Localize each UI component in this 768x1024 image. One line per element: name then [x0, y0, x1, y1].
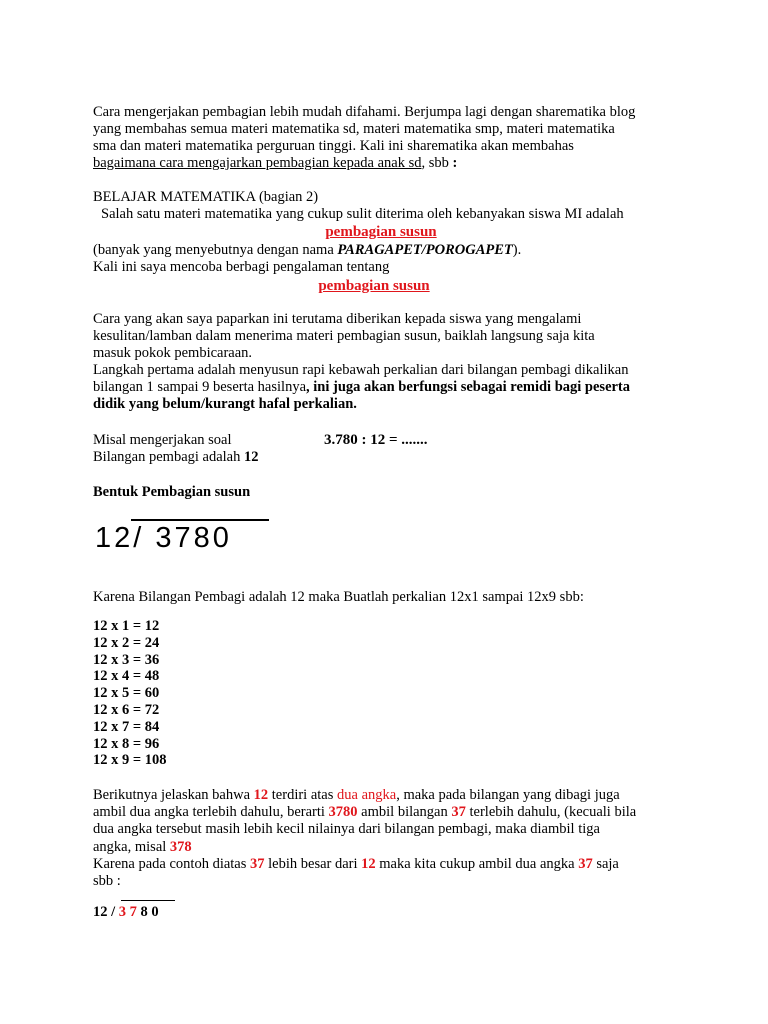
red-num: 37	[578, 855, 593, 872]
t: Karena pada contoh diatas	[93, 855, 251, 872]
intro-colon: :	[448, 155, 458, 171]
t: saja	[592, 855, 619, 872]
t: , maka pada bilangan yang dibagi juga	[396, 787, 620, 803]
red-num: 3780	[328, 804, 358, 821]
long-division-figure	[93, 514, 283, 554]
berikutnya-paragraph	[93, 787, 693, 890]
para2-line-1: Cara yang akan saya paparkan ini terutama diberikan kepada siswa yang mengalami	[93, 311, 582, 327]
example-label: Misal mengerjakan soal	[93, 432, 232, 448]
para2-line-2: kesulitan/lamban dalam menerima materi pembagian susun, baiklah langsung saja kita	[93, 328, 595, 344]
section-block	[93, 189, 693, 223]
t: lebih besar dari	[264, 855, 362, 872]
red-title-2: pembagian susun	[318, 278, 430, 294]
divisor-value: 12	[244, 449, 259, 465]
bentuk-heading: Bentuk Pembagian susun	[93, 484, 251, 500]
para2-line-5-pre: bilangan 1 sampai 9 beserta hasilnya	[93, 379, 307, 395]
example-block	[93, 432, 693, 466]
intro-line-1: Cara mengerjakan pembagian lebih mudah difahami. Berjumpa lagi dengan sharematika blog	[93, 104, 636, 120]
berikutnya-line-5	[93, 856, 693, 873]
mult-row-7: 12 x 7 = 84	[93, 718, 160, 735]
t: ambil dua angka terlebih dahulu, berarti	[93, 804, 329, 821]
red-title-2-wrap	[93, 278, 655, 295]
section-line-2	[93, 242, 693, 259]
para2-line-3: masuk pokok pembicaraan.	[93, 345, 253, 361]
t: terlebih dahulu, (kecuali bila	[465, 804, 637, 821]
mult-row-3: 12 x 3 = 36	[93, 651, 160, 668]
t: Berikutnya jelaskan bahwa	[93, 787, 254, 803]
mult-row-5: 12 x 5 = 60	[93, 685, 160, 702]
red-num: 37	[451, 804, 466, 821]
red-title-1-wrap	[93, 224, 669, 241]
t: terdiri atas	[268, 787, 338, 803]
final-division	[93, 904, 159, 921]
final-prefix: 12 /	[93, 904, 119, 920]
mult-row-2: 12 x 2 = 24	[93, 634, 160, 651]
mult-row-6: 12 x 6 = 72	[93, 701, 160, 718]
para2-line-4: Langkah pertama adalah menyusun rapi kebawah perkalian dari bilangan pembagi dikalikan	[93, 362, 629, 378]
section-line-1: Salah satu materi matematika yang cukup sulit diterima oleh kebanyakan siswa MI adalah	[101, 206, 624, 222]
intro-rest: , sbb	[421, 155, 449, 171]
intro-line-3: sma dan materi matematika perguruan tinggi. Kali ini sharematika akan membahas	[93, 138, 574, 154]
berikutnya-line-3: dua angka tersebut masih lebih kecil nilainya dari bilangan pembagi, maka diambil tiga	[93, 821, 600, 838]
karena-block	[93, 589, 693, 606]
berikutnya-line-2	[93, 804, 693, 821]
example-line	[93, 432, 693, 449]
berikutnya-line-6: sbb :	[93, 873, 121, 890]
t: ambil bilangan	[357, 804, 452, 821]
final-division-bar	[121, 900, 175, 901]
paragapet-emphasis: PARAGAPET/POROGAPET	[337, 242, 513, 258]
red-num: 378	[169, 838, 192, 855]
berikutnya-line-1	[93, 787, 693, 804]
final-red-digits: 3 7	[118, 904, 137, 920]
red-num: 12	[361, 855, 376, 872]
mult-row-9: 12 x 9 = 108	[93, 752, 167, 769]
red-title-1: pembagian susun	[325, 224, 437, 240]
bentuk-block	[93, 484, 693, 501]
intro-line-2: yang membahas semua materi matematika sd, materi matematika smp, materi matematika	[93, 121, 615, 137]
mult-row-4: 12 x 4 = 48	[93, 668, 160, 685]
mult-row-1: 12 x 1 = 12	[93, 618, 160, 634]
karena-line: Karena Bilangan Pembagi adalah 12 maka Buatlah perkalian 12x1 sampai 12x9 sbb:	[93, 589, 584, 605]
t: angka, misal	[93, 838, 170, 855]
t: maka kita cukup ambil dua angka	[375, 855, 579, 872]
divisor-line	[93, 449, 693, 466]
section-line-3: Kali ini saya mencoba berbagi pengalaman tentang	[93, 259, 390, 275]
section-heading: BELAJAR MATEMATIKA (bagian 2)	[93, 189, 319, 205]
red-num: 12	[253, 787, 269, 803]
intro-underlined: bagaimana cara mengajarkan pembagian kepada anak sd	[93, 155, 422, 171]
para2-line-5-bold: , ini juga akan berfungsi sebagai remidi bagi peserta	[306, 379, 631, 395]
long-division-text: 12/ 3780	[95, 522, 232, 554]
mult-row-8: 12 x 8 = 96	[93, 735, 160, 752]
para2-line-5	[93, 379, 693, 396]
para2-line-6: didik yang belum/kurangt hafal perkalian.	[93, 396, 357, 412]
red-num: 37	[250, 855, 265, 872]
line2-pre: (banyak yang menyebutnya dengan nama	[93, 242, 338, 258]
intro-paragraph	[93, 104, 693, 172]
berikutnya-line-4	[93, 839, 693, 856]
paragraph-2	[93, 311, 693, 413]
section-block-2	[93, 242, 693, 276]
line2-post: ).	[512, 242, 522, 258]
division-bar	[131, 519, 269, 521]
divisor-label: Bilangan pembagi adalah	[93, 449, 244, 465]
multiplication-table	[93, 618, 167, 769]
intro-line-4	[93, 155, 693, 172]
red-text: dua angka	[337, 787, 397, 803]
final-rest-digits: 8 0	[136, 904, 159, 920]
example-expression: 3.780 : 12 = .......	[324, 432, 428, 448]
